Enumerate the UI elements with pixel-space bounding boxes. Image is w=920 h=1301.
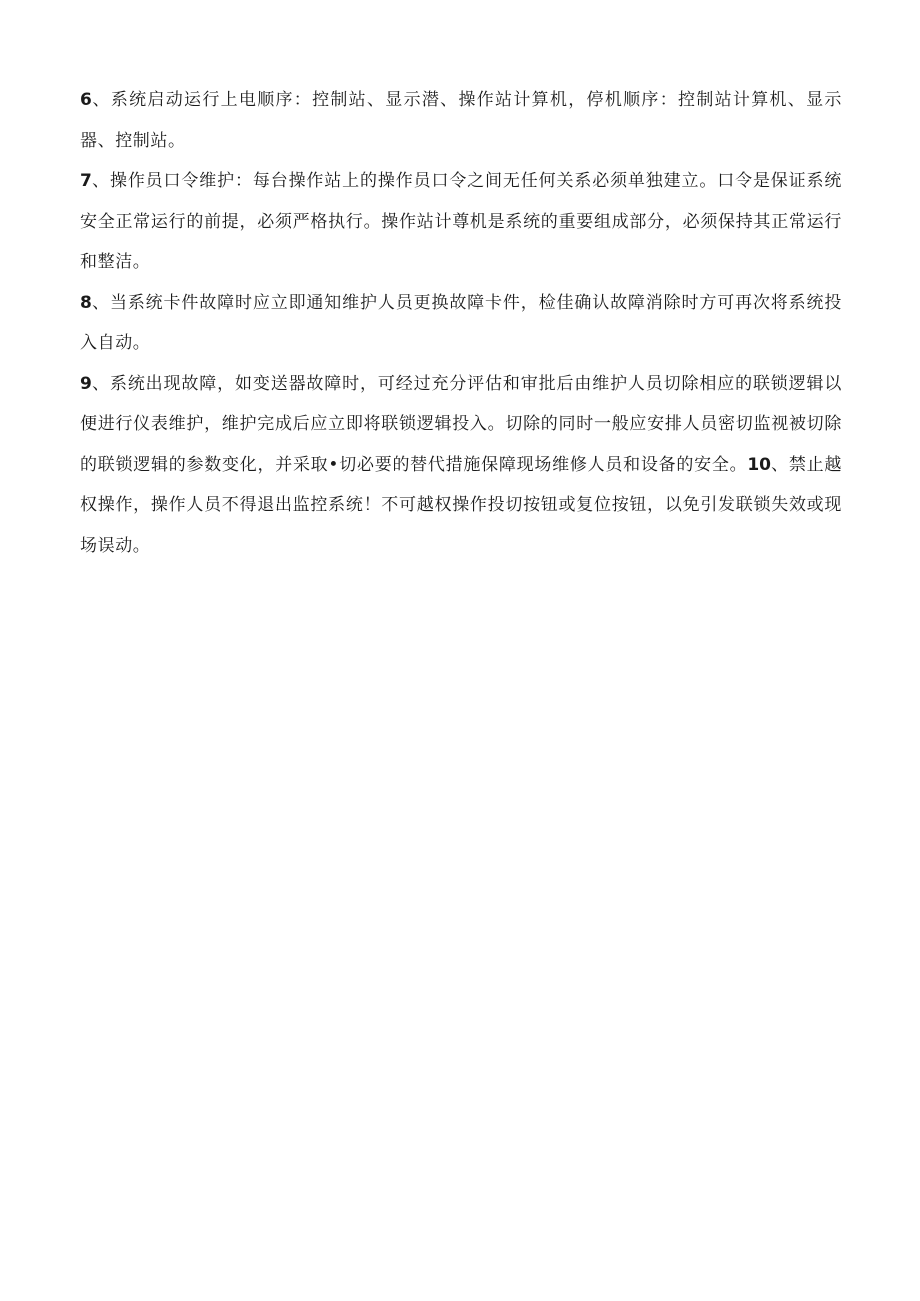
item-text: 、操作员口令维护：每台操作站上的操作员口令之间无任何关系必须单独建立。口令是保证系统安全正常运行的前提，必须严格执行。操作站计尊机是系统的重要组成部分，必须保持其正常运行和整洁。 [80,171,842,272]
item-text-inline: 、禁止越权操作，操作人员不得退出监控系统！不可越权操作投切按钮或复位按钮，以免引发联锁失效或现场误动。 [80,454,842,556]
item-text: 、系统出现故障，如变送器故障时，可经过充分评估和审批后由维护人员切除相应的联锁逻辑以便进行仪表维护，维护完成后应立即将联锁逻辑投入。切除的同时一般应安排人员密切监视被切除的联锁逻辑的参数变化，并采取•切必要的替代措施保障现场维修人员和设备的安全。 [80,373,842,475]
paragraph-item-8 [80,283,842,364]
paragraph-item-6 [80,80,842,161]
item-text: 、当系统卡件故障时应立即通知维护人员更换故障卡件，检佳确认故障消除时方可再次将系统投入自动。 [80,292,842,353]
item-number: 9 [80,373,92,394]
item-number: 8 [80,292,92,313]
item-number: 7 [80,171,92,191]
item-number: 6 [80,90,92,110]
item-text: 、系统启动运行上电顺序：控制站、显示潜、操作站计算机，停机顺序：控制站计算机、显示器、控制站。 [80,90,842,151]
document-page [80,80,842,566]
paragraph-item-9-10 [80,364,842,567]
item-number-inline: 10 [747,454,772,475]
paragraph-item-7 [80,161,842,283]
